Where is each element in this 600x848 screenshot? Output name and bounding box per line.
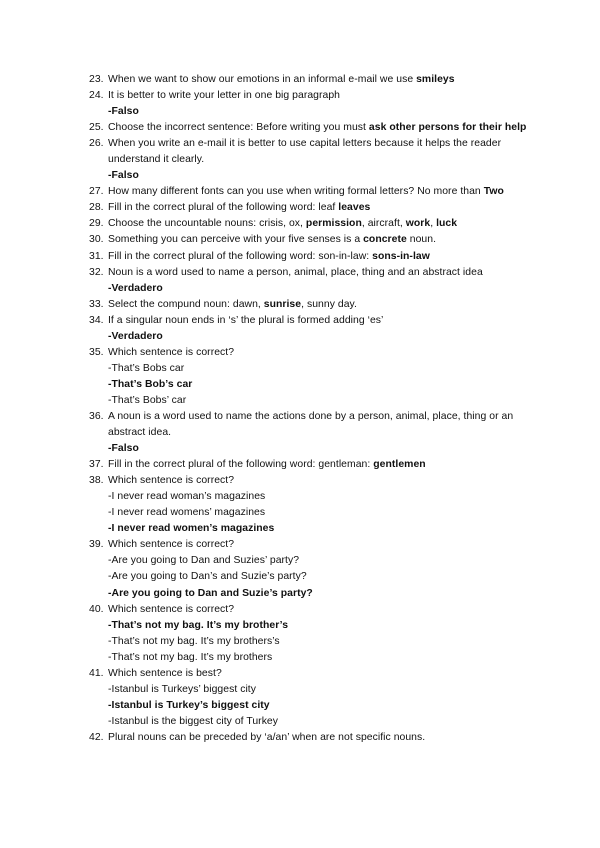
text-segment: -Are you going to Dan’s and Suzie’s party? [108,571,307,583]
text-segment: Choose the uncountable nouns: crisis, ox, [108,218,306,230]
question-item [89,457,540,473]
question-item [89,184,540,200]
answer-line [108,281,540,297]
answer-line [108,441,540,457]
question-item [89,537,540,601]
question-number: 25. [89,122,104,134]
answer-text: Two [483,186,504,198]
question-item [89,136,540,184]
question-number: 41. [89,667,104,679]
answer-line [108,104,540,120]
answer-text: smileys [416,74,455,85]
answer-text: leaves [338,202,371,214]
question-text [108,666,540,682]
question-text [108,602,540,618]
text-segment: noun. [406,234,437,246]
question-number: 30. [89,234,104,246]
answer-text: -Verdadero [108,330,163,342]
question-text [108,473,540,489]
answer-line [108,698,540,714]
question-number: 34. [89,314,104,326]
text-segment: Noun is a word used to name a person, animal, place, thing and an abstract idea [108,266,483,278]
answer-line [108,586,540,602]
text-segment: -That’s not my bag. It’s my brothers [108,651,273,663]
text-segment: , [430,218,437,230]
text-segment: Fill in the correct plural of the following word: son-in-law: [108,250,373,262]
question-item [89,216,540,232]
text-segment: Which sentence is correct? [108,603,235,615]
answer-text: sons-in-law [372,250,430,262]
question-item [89,265,540,297]
answer-line [108,393,540,409]
answer-text: sunrise [263,298,302,310]
answer-text: permission [305,218,362,230]
question-text [108,88,540,104]
answer-text: -Falso [108,170,139,182]
text-segment: Choose the incorrect sentence: Before writing you must [108,122,369,134]
question-number: 33. [89,298,104,310]
text-segment: -I never read woman’s magazines [108,491,266,503]
question-number: 29. [89,218,104,230]
text-segment: It is better to write your letter in one big paragraph [108,90,340,102]
answer-text: -Falso [108,443,139,455]
question-number: 38. [89,475,104,487]
question-text [108,297,540,313]
question-number: 32. [89,266,104,278]
question-item [89,313,540,345]
question-text [108,249,540,265]
question-item [89,666,540,730]
answer-line [108,377,540,393]
question-item [89,297,540,313]
text-segment: Which sentence is correct? [108,346,235,358]
text-segment: -Istanbul is the biggest city of Turkey [108,715,279,727]
text-segment: Plural nouns can be preceded by ‘a/an’ when are not specific nouns. [108,731,426,743]
answer-line [108,714,540,730]
text-segment: -Istanbul is Turkeys’ biggest city [108,683,256,695]
text-segment: -That’s not my bag. It’s my brothers’s [108,635,280,647]
question-item [89,72,540,88]
answer-line [108,569,540,585]
text-segment: -That’s Bobs car [108,362,185,374]
answer-line [108,618,540,634]
answer-text: concrete [363,234,407,246]
answer-text: -Falso [108,106,139,118]
answer-line [108,505,540,521]
question-text [108,730,540,746]
answer-text: ask other persons for their help [368,122,527,134]
question-text [108,457,540,473]
text-segment: -I never read womens’ magazines [108,507,266,519]
text-segment: Something you can perceive with your five senses is a [108,234,364,246]
text-segment: Fill in the correct plural of the following word: gentleman: [108,459,374,471]
question-number: 39. [89,539,104,551]
question-text [108,537,540,553]
question-number: 37. [89,459,104,471]
answer-text: -Verdadero [108,282,163,294]
question-text [108,409,540,441]
question-item [89,730,540,746]
text-segment: A noun is a word used to name the actions done by a person, animal, place, thing or an abstract idea. [108,410,514,439]
answer-text: luck [436,218,458,230]
question-text [108,136,540,168]
question-number: 24. [89,90,104,102]
question-text [108,184,540,200]
question-item [89,345,540,409]
text-segment: If a singular noun ends in ‘s’ the plural is formed adding ‘es’ [108,314,384,326]
question-text [108,72,540,88]
answer-text: -Are you going to Dan and Suzie’s party? [108,587,313,599]
question-text [108,265,540,281]
answer-line [108,650,540,666]
answer-text: -That’s not my bag. It’s my brother’s [108,619,289,631]
text-segment: -Are you going to Dan and Suzies’ party? [108,555,300,567]
answer-text: -Istanbul is Turkey’s biggest city [108,699,270,711]
text-segment: Which sentence is correct? [108,539,235,551]
question-item [89,200,540,216]
text-segment: Which sentence is correct? [108,475,235,487]
text-segment: Which sentence is best? [108,667,222,679]
question-number: 23. [89,74,104,85]
question-number: 31. [89,250,104,262]
answer-text: -That’s Bob’s car [108,378,193,390]
answer-text: work [405,218,431,230]
question-number: 27. [89,186,104,198]
question-item [89,409,540,457]
question-number: 35. [89,346,104,358]
text-segment: , aircraft, [361,218,406,230]
question-number: 36. [89,410,104,422]
text-segment: , sunny day. [301,298,357,310]
question-item [89,120,540,136]
answer-line [108,168,540,184]
text-segment: When we want to show our emotions in an informal e-mail we use [108,74,417,85]
question-item [89,249,540,265]
answer-line [108,489,540,505]
text-segment: Fill in the correct plural of the following word: leaf [108,202,339,214]
text-segment: Select the compund noun: dawn, [108,298,264,310]
question-text [108,216,540,232]
answer-line [108,361,540,377]
question-text [108,313,540,329]
question-number: 28. [89,202,104,214]
text-segment: How many different fonts can you use when writing formal letters? No more than [108,186,484,198]
question-text [108,345,540,361]
question-text [108,232,540,248]
question-text [108,120,540,136]
answer-line [108,521,540,537]
question-item [89,602,540,666]
question-number: 26. [89,138,104,150]
answer-text: -I never read women’s magazines [108,523,275,535]
question-item [89,88,540,120]
answer-line [108,634,540,650]
answer-text: gentlemen [373,459,426,471]
question-item [89,473,540,537]
answer-line [108,553,540,569]
answer-line [108,329,540,345]
question-item [89,232,540,248]
answer-line [108,682,540,698]
text-segment: When you write an e-mail it is better to use capital letters because it helps the reader understand it clearly. [108,138,502,166]
question-text [108,200,540,216]
question-number: 40. [89,603,104,615]
question-number: 42. [89,731,104,743]
text-segment: -That’s Bobs’ car [108,394,187,406]
